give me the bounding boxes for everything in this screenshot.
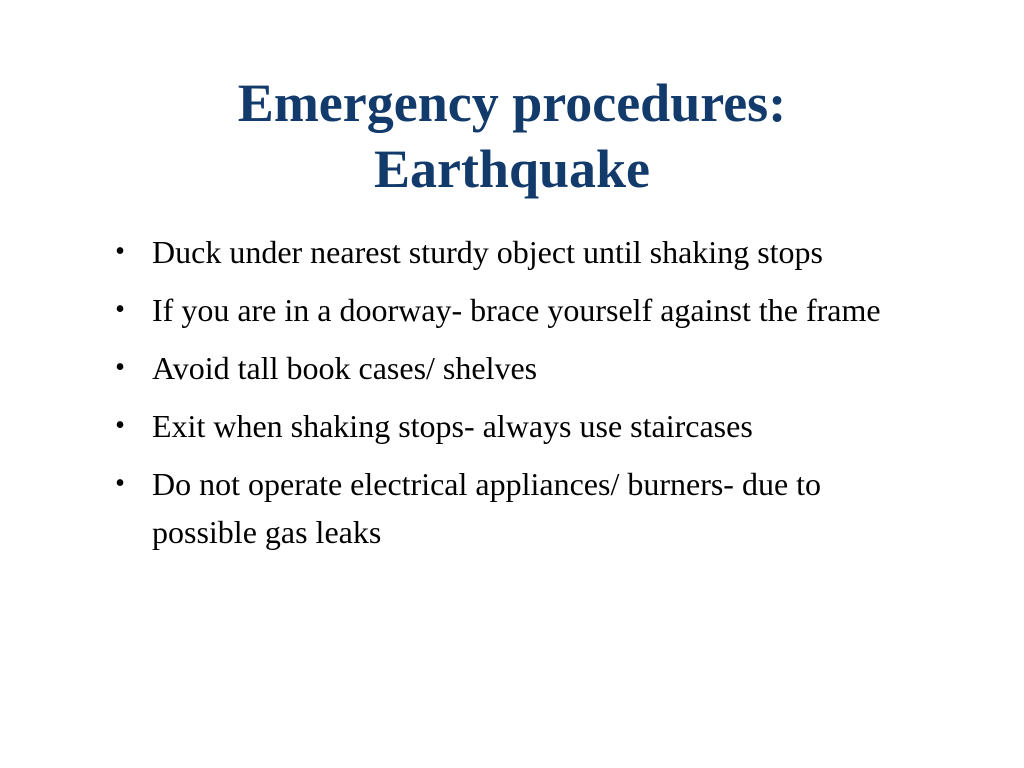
bullet-text: If you are in a doorway- brace yourself against the frame <box>152 292 881 328</box>
bullet-text: Do not operate electrical appliances/ burners- due to possible gas leaks <box>152 466 822 550</box>
bullet-item-duck-under <box>110 228 920 276</box>
bullet-item-exit <box>110 402 920 450</box>
title-line-2: Earthquake <box>373 139 651 199</box>
bullet-icon: • <box>115 410 125 441</box>
bullet-item-avoid-shelves <box>110 344 920 392</box>
bullet-list <box>110 228 920 566</box>
bullet-icon: • <box>115 468 125 499</box>
bullet-text: Duck under nearest sturdy object until shaking stops <box>152 234 823 270</box>
bullet-icon: • <box>115 236 125 267</box>
bullet-item-appliances <box>110 460 920 556</box>
bullet-icon: • <box>115 294 125 325</box>
bullet-text: Avoid tall book cases/ shelves <box>152 350 538 386</box>
slide-title <box>100 70 924 202</box>
bullet-item-doorway <box>110 286 920 334</box>
title-line-1: Emergency procedures: <box>237 73 787 133</box>
bullet-icon: • <box>115 352 125 383</box>
bullet-text: Exit when shaking stops- always use staircases <box>152 408 753 444</box>
